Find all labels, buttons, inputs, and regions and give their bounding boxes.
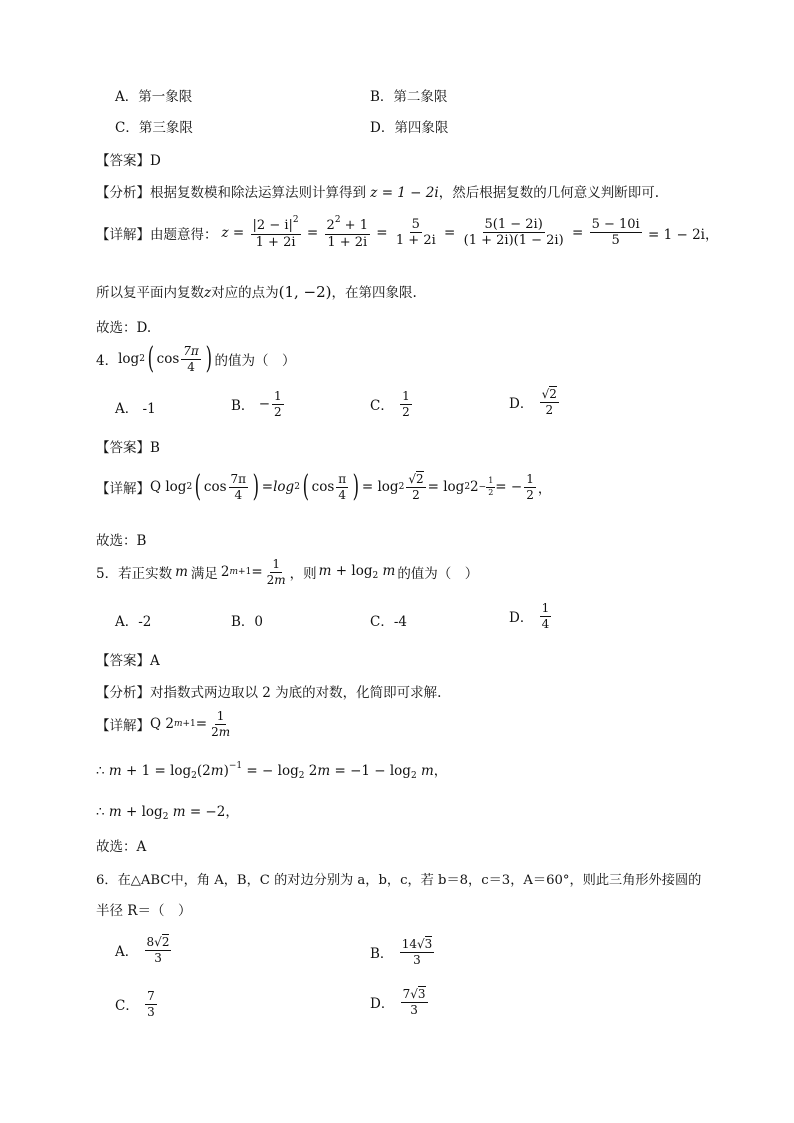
analysis-text: 对指数式两边取以 2 为底的对数，化简即可求解.: [150, 685, 442, 701]
detail-text: 由题意得：: [150, 226, 218, 243]
answer-tag: 【答案】: [96, 653, 150, 669]
q3-option-a: A．第一象限: [115, 89, 193, 105]
conclusion-text-mid: 对应的点为: [211, 285, 279, 301]
conclusion-point: (1, −2): [278, 283, 332, 301]
q6-stem-line-1: 6．在△ABC中，角 A，B，C 的对边分别为 a，b，c，若 b＝8，c＝3，A＝60°，则此三角形外接圆的: [96, 873, 702, 888]
q5-stem-formula: 2 m+1 = $\frac{1}{2m}$: [220, 557, 286, 587]
q6-option-c: C． $\frac{7}{3}$: [115, 989, 155, 1019]
q5-option-c: C．-4: [370, 614, 407, 630]
option-label: D．: [509, 610, 534, 627]
q4-choice-line: 故选：B: [96, 533, 147, 549]
conclusion-text-end: ，在第四象限.: [331, 285, 417, 301]
q6-option-b: B． $\frac{14√3}{3}$: [370, 937, 433, 967]
answer-tag: 【答案】: [96, 153, 150, 169]
option-label: A．: [115, 944, 139, 961]
q5-analysis-line: [96, 681, 441, 701]
q3-detail-line: [96, 216, 719, 249]
q5-step-2: ∴ $m + \log_2 m = -2$，: [96, 804, 239, 822]
q5-detail-formula: Q 2 m+1 = $\frac{1}{2m}$: [150, 709, 231, 739]
q5-stem-text-end: 的值为（ ）: [397, 566, 479, 583]
q4-option-c: C． $\frac{1}{2}$: [370, 389, 410, 419]
detail-tag: 【详解】: [96, 718, 150, 735]
analysis-text: 根据复数模和除法运算法则计算得到: [150, 185, 366, 201]
q4-stem-formula: log 2 ( cos $\frac{7\pi}{4}$ ): [118, 341, 212, 376]
q3-option-d: D．第四象限: [370, 120, 449, 136]
option-label: B．: [231, 398, 255, 415]
q5-stem-text-mid2: ，则: [289, 566, 317, 583]
q5-stem-expression: $m + \log_2 m$: [318, 563, 396, 582]
q5-stem-text-mid: 满足: [190, 566, 218, 583]
analysis-tag: 【分析】: [96, 185, 150, 201]
q6-option-d: D． $\frac{7√3}{3}$: [370, 987, 426, 1017]
conclusion-text: 所以复平面内复数: [96, 285, 204, 301]
option-label: C．: [115, 998, 139, 1015]
answer-tag: 【答案】: [96, 440, 150, 456]
q3-answer-line: [96, 149, 161, 169]
q5-choice-line: 故选：A: [96, 839, 147, 855]
q5-detail-line: [96, 710, 234, 738]
q3-analysis-line: [96, 181, 659, 201]
q4-detail-line: [96, 469, 552, 504]
answer-value: A: [150, 653, 160, 669]
question-number: 5．: [96, 566, 119, 583]
q5-answer-line: [96, 649, 160, 669]
q4-stem-text: 的值为（ ）: [214, 353, 296, 369]
q4-option-a: [115, 397, 156, 417]
option-label: B．: [370, 946, 394, 963]
q3-detail-formula: z = $\frac{|2 - i|^2}{1 + 2i}$ = $\frac{2^2 + 1}{1 + 2i}$ = $\frac{5}{1 + 2i}$ = $\frac{5(1 - 2i)}{(1 + 2i)(1 - 2i)}$ = $\frac{5 - 10i}{5}$ = 1 − 2i，: [221, 215, 719, 250]
q6-option-a: A． $\frac{8√2}{3}$: [115, 935, 170, 965]
option-label: D．: [509, 396, 534, 413]
q3-option-c: C．第三象限: [115, 120, 193, 136]
answer-value: B: [150, 440, 160, 456]
question-number: 4．: [96, 353, 119, 369]
q5-stem: [96, 558, 478, 586]
option-label: D．: [370, 996, 395, 1013]
q3-conclusion-line: [96, 281, 417, 301]
detail-tag: 【详解】: [96, 226, 150, 243]
q3-choice-line: 故选：D.: [96, 320, 152, 336]
answer-value: D: [150, 153, 161, 169]
detail-tag: 【详解】: [96, 481, 150, 497]
q6-stem-line-2: 半径 R＝（ ）: [96, 903, 192, 919]
q5-stem-text: 若正实数: [118, 566, 173, 583]
analysis-tag: 【分析】: [96, 685, 150, 701]
option-label: C．: [370, 398, 394, 415]
conclusion-variable: z: [204, 285, 212, 301]
q5-option-d: D． $\frac{1}{4}$: [509, 601, 550, 631]
analysis-text-end: ，然后根据复数的几何意义判断即可.: [438, 185, 659, 201]
q4-detail-formula: Q log 2 ( cos $\frac{7\pi}{4}$ ) = log 2 ( cos $\frac{\pi}{4}$ ) = log 2 $\frac{√2}{2}$ = log 2 2 − $\frac{1}{2}$ = − $\frac{1}{2}$ ，: [150, 469, 552, 504]
q4-stem: [96, 341, 296, 376]
q5-step-1: ∴ $m + 1 = \log_2(2m)^{-1}$ = − $\log_2 2m = -1 - \log_2 m$，: [96, 761, 448, 781]
q4-answer-line: [96, 436, 160, 456]
q5-variable: m: [175, 564, 188, 581]
q3-option-b: B．第二象限: [370, 89, 448, 105]
q5-option-b: B．0: [231, 614, 264, 630]
q5-option-a: A．-2: [115, 614, 152, 630]
option-label: A．: [115, 401, 139, 417]
q4-option-d: D． $\frac{√2}{2}$: [509, 387, 557, 417]
option-value: -1: [142, 401, 156, 417]
analysis-expression: z = 1 − 2i: [370, 185, 439, 201]
q4-option-b: B． − $\frac{1}{2}$: [231, 389, 282, 419]
